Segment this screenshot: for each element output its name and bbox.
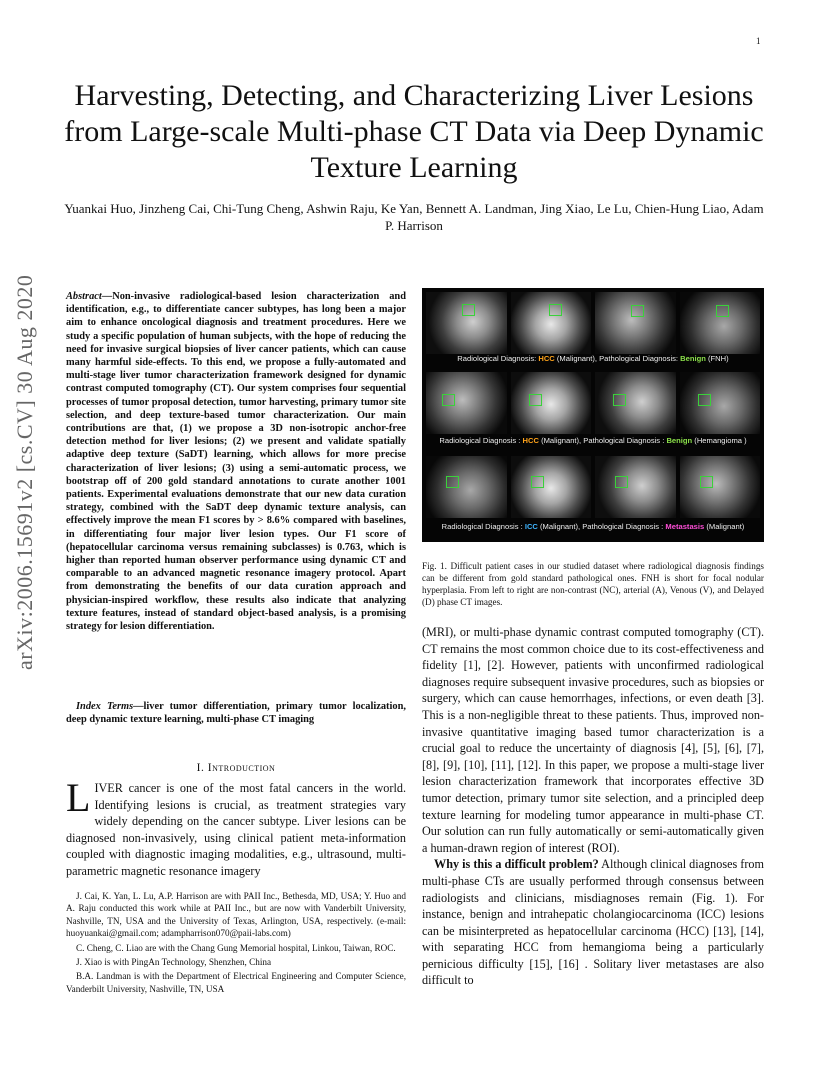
- ct-image-delayed: [680, 372, 761, 434]
- ct-image-venous: [595, 372, 676, 434]
- intro-paragraph: [66, 775, 406, 880]
- figure-row-3-caption: Radiological Diagnosis : ICC (Malignant), Pathological Diagnosis : Metastasis (Malignant): [441, 522, 745, 531]
- paragraph-run-in-heading: Why is this a difficult problem?: [434, 857, 599, 872]
- lesion-box: [631, 305, 644, 317]
- intro-paragraph-continued: (MRI), or multi-phase dynamic contrast computed tomography (CT). CT remains the most common choice due to its cost-effectiveness and fidelity [1], [2]. However, patients with unconfirmed radiological diagnoses require subsequent invasive procedures, such as biopsies or surgery, which can cause hemorrhages, infections, or even death [3]. This is a non-negligible threat to these patients. Thus, improved non-invasive quantitative imaging based tumor characterization is a crucial goal to reduce the uncertainty of diagnosis [4], [5], [6], [7], [8], [9], [10], [11], [12]. In this paper, we propose a multi-stage liver lesion characterization framework that incorporates effective 3D tumor detection, primary tumor site selection, and a principled deep texture learning for modeling tumor appearance in multi-phase CT. Our solution can run fully automatically or semi-automatically given a human-drawn region of interest (ROI).: [422, 625, 764, 855]
- lesion-box: [613, 394, 626, 406]
- footnote: C. Cheng, C. Liao are with the Chang Gung Memorial hospital, Linkou, Taiwan, ROC.: [76, 942, 396, 953]
- index-terms-label: Index Terms: [76, 701, 134, 712]
- ct-image-arterial: [511, 456, 592, 518]
- intro-text: IVER cancer is one of the most fatal cancers in the world. Identifying lesions is crucial, as treatment strategies vary widely depending on the cancer subtype. Liver lesions can be diagnosed non-invasively, using clinical patient meta-information coupled with diagnostic imaging modalities, e.g., ultrasound, multi-parametric magnetic resonance imagery: [66, 781, 406, 878]
- ct-image-delayed: [680, 456, 761, 518]
- lesion-box: [446, 476, 459, 488]
- abstract: [66, 290, 406, 633]
- paper-title: Harvesting, Detecting, and Characterizing Liver Lesions from Large-scale Multi-phase CT Data via Deep Dynamic Texture Learning: [64, 79, 764, 184]
- ct-image-delayed: [680, 292, 761, 354]
- lesion-box: [716, 305, 729, 317]
- ct-image-nc: [426, 456, 507, 518]
- difficulty-paragraph: [422, 856, 764, 989]
- lesion-box: [549, 304, 562, 316]
- ct-image-venous: [595, 292, 676, 354]
- footnote: B.A. Landman is with the Department of Electrical Engineering and Computer Science, Vanderbilt University, Nashville, TN, USA: [66, 971, 406, 994]
- lesion-box: [531, 476, 544, 488]
- ct-image-nc: [426, 292, 507, 354]
- figure-row-3: [426, 456, 760, 518]
- index-terms-text: —liver tumor differentiation, primary tumor localization, deep dynamic texture learning, multi-phase CT imaging: [66, 701, 406, 726]
- ct-image-arterial: [511, 372, 592, 434]
- ct-image-venous: [595, 456, 676, 518]
- figure-row-1-caption: Radiological Diagnosis: HCC (Malignant), Pathological Diagnosis: Benign (FNH): [457, 354, 729, 363]
- abstract-text: —Non-invasive radiological-based lesion characterization and identification, e.g., to differentiate cancer subtypes, has long been a major aim to enhance oncological diagnosis and treatment procedures. Here we study a specific population of human subjects, with the hope of reducing the need for invasive surgical biopsies of liver cancer patients, which can cause many harmful side-effects. To this end, we propose a fully-automated and multi-stage liver tumor characterization framework designed for dynamic contrast computed tomography (CT). Our system comprises four sequential processes of tumor proposal detection, tumor harvesting, primary tumor site selection, and deep texture-based tumor characterization. Our main contributions are that, (1) we propose a 3D non-isotropic anchor-free detection method for liver lesions; (2) we present and validate spatially adaptive deep texture (SaDT) learning, which allows for more precise characterization of liver lesions; (3) using a semi-automatic process, we bootstrap off of 200 gold standard annotations to curate another 1001 patients. Experimental evaluations demonstrate that our new data curation strategy, combined with the SaDT deep dynamic texture analysis, can effectively improve the mean F1 scores by > 8.6% compared with baselines, in differentiating four major liver lesion types. Our F1 score of (hepatocellular carcinoma versus remaining subclasses) is 0.763, which is higher than reported human observer performance using dynamic CT and comparable to an advanced magnetic resonance imagery protocol. Apart from demonstrating the benefits of our data curation approach and physician-inspired workflow, these results also indicate that analyzing texture features, instead of standard object-based analysis, is a promising strategy for lesion differentiation.: [66, 291, 406, 633]
- figure-row-2-caption: Radiological Diagnosis : HCC (Malignant), Pathological Diagnosis : Benign (Hemangioma ): [439, 436, 747, 445]
- figure-row-1: [426, 292, 760, 354]
- difficulty-text: Although clinical diagnoses from multi-phase CTs are usually performed through consensus between radiologists and clinicians, misdiagnoses remain (Fig. 1). For instance, benign and intrahepatic cholangiocarcinoma (ICC) lesions can be misinterpreted as hepatocellular carcinoma (HCC) [13], [14], with separating HCC from hemangioma being a particularly pernicious difficulty [15], [16] . Solitary liver metastases are also difficult to: [422, 857, 764, 988]
- abstract-label: Abstract: [66, 291, 102, 302]
- lesion-box: [698, 394, 711, 406]
- footnote: J. Cai, K. Yan, L. Lu, A.P. Harrison are with PAII Inc., Bethesda, MD, USA; Y. Huo and A. Raju conducted this work while at PAII Inc., but are now with Vanderbilt University, Nashville, TN, USA and the University of Texas, Arlington, USA, respectively. (e-mail: huoyuankai@gmail.com; adampharrison070@paii-labs.com): [66, 891, 406, 939]
- drop-cap: L: [66, 775, 91, 820]
- figure-1: [422, 288, 764, 542]
- lesion-box: [615, 476, 628, 488]
- lesion-box: [442, 394, 455, 406]
- figure-caption: Fig. 1. Difficult patient cases in our studied dataset where radiological diagnosis findings can be different from gold standard pathological ones. FNH is short for focal nodular hyperplasia. From left to right are non-contrast (NC), arterial (A), Venous (V), and Delayed (D) phase CT images.: [422, 561, 764, 607]
- figure-row-2: [426, 372, 760, 434]
- lesion-box: [462, 304, 475, 316]
- footnote: J. Xiao is with PingAn Technology, Shenzhen, China: [76, 957, 272, 968]
- ct-image-arterial: [511, 292, 592, 354]
- author-list: Yuankai Huo, Jinzheng Cai, Chi-Tung Cheng, Ashwin Raju, Ke Yan, Bennett A. Landman, Jing Xiao, Le Lu, Chien-Hung Liao, Adam P. Harrison: [64, 201, 764, 233]
- page-number: 1: [756, 36, 761, 46]
- ct-image-nc: [426, 372, 507, 434]
- footnotes: [66, 890, 406, 997]
- right-column-text: [422, 624, 764, 989]
- lesion-box: [529, 394, 542, 406]
- lesion-box: [700, 476, 713, 488]
- section-heading: I. Introduction: [196, 762, 276, 774]
- index-terms: [66, 700, 406, 726]
- arxiv-stamp: arXiv:2006.15691v2 [cs.CV] 30 Aug 2020: [12, 274, 37, 670]
